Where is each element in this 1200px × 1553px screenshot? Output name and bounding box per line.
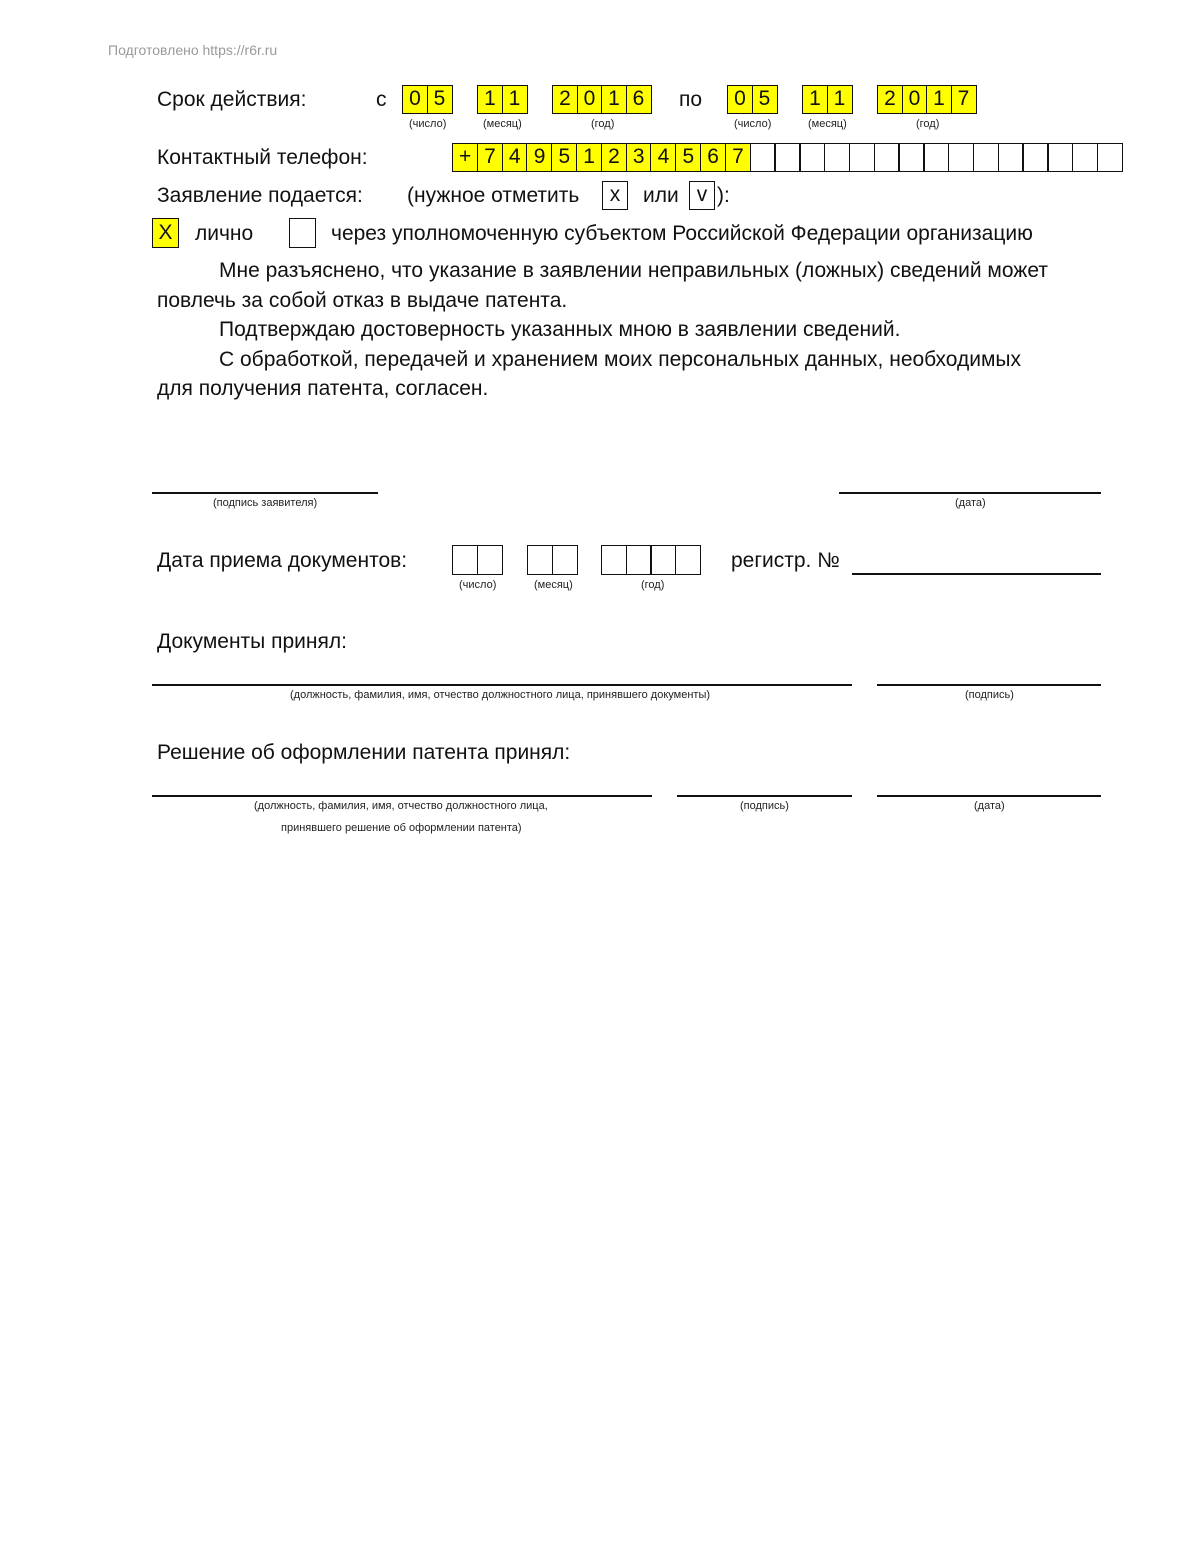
phone-digit-cell: 4 xyxy=(502,143,528,172)
or-word: или xyxy=(643,184,679,207)
mark-x-sample: х xyxy=(602,181,628,210)
phone-empty-cell xyxy=(998,143,1024,172)
applicant-signature-caption: (подпись заявителя) xyxy=(213,497,318,509)
empty-cell xyxy=(527,545,553,575)
digit-cell: 5 xyxy=(427,85,453,114)
accepted-official-caption: (должность, фамилия, имя, отчество должностного лица, принявшего документы) xyxy=(290,689,711,701)
statement-3-line-2: для получения патента, согласен. xyxy=(157,377,489,400)
phone-empty-cell xyxy=(898,143,924,172)
applicant-signature-line[interactable] xyxy=(152,492,378,494)
validity-from-month[interactable] xyxy=(477,85,528,114)
digit-cell: 1 xyxy=(827,85,853,114)
digit-cell: 1 xyxy=(601,85,627,114)
receipt-date-label: Дата приема документов: xyxy=(157,549,408,572)
digit-cell: 2 xyxy=(877,85,903,114)
receipt-day[interactable] xyxy=(452,545,503,575)
caption-month: (месяц) xyxy=(534,579,573,591)
accepted-official-line[interactable] xyxy=(152,684,852,686)
phone-empty-cell xyxy=(923,143,949,172)
validity-to-word: по xyxy=(679,88,703,111)
phone-digit-cell: 7 xyxy=(477,143,503,172)
empty-cell xyxy=(477,545,503,575)
personal-label: лично xyxy=(195,222,254,245)
validity-to-year[interactable] xyxy=(877,85,977,114)
phone-digit-cell: + xyxy=(452,143,478,172)
phone-empty-cell xyxy=(774,143,800,172)
digit-cell: 1 xyxy=(802,85,828,114)
digit-cell: 6 xyxy=(626,85,652,114)
statement-3-line-1: С обработкой, передачей и хранением моих персональных данных, необходимых xyxy=(219,347,1022,371)
digit-cell: 7 xyxy=(951,85,977,114)
validity-from-word: с xyxy=(376,88,387,111)
organization-checkbox[interactable] xyxy=(289,218,316,248)
digit-cell: 1 xyxy=(477,85,503,114)
statement-1-line-1: Мне разъяснено, что указание в заявлении неправильных (ложных) сведений может xyxy=(219,259,1048,282)
digit-cell: 0 xyxy=(577,85,603,114)
phone-empty-cell xyxy=(1097,143,1123,172)
statement-1-line-2: повлечь за собой отказ в выдаче патента. xyxy=(157,288,568,312)
decision-official-caption-2: принявшего решение об оформлении патента) xyxy=(281,822,522,834)
caption-day: (число) xyxy=(409,118,447,130)
organization-label: через уполномоченную субъектом Российской Федерации организацию xyxy=(331,222,1033,245)
phone-empty-cell xyxy=(799,143,825,172)
personal-checkbox[interactable]: Х xyxy=(152,218,179,248)
caption-year: (год) xyxy=(641,579,665,591)
phone-digit-cell: 5 xyxy=(551,143,577,172)
submission-label: Заявление подается: xyxy=(157,184,363,207)
phone-label: Контактный телефон: xyxy=(157,146,368,169)
watermark: Подготовлено https://r6r.ru xyxy=(108,42,278,58)
applicant-date-line[interactable] xyxy=(839,492,1101,494)
phone-digit-cell: 1 xyxy=(576,143,602,172)
phone-empty-cell xyxy=(973,143,999,172)
phone-empty-cell xyxy=(1072,143,1098,172)
digit-cell: 0 xyxy=(402,85,428,114)
caption-year: (год) xyxy=(916,118,940,130)
registration-number-line[interactable] xyxy=(852,573,1101,575)
caption-month: (месяц) xyxy=(483,118,522,130)
validity-from-day[interactable] xyxy=(402,85,453,114)
validity-to-day[interactable] xyxy=(727,85,778,114)
empty-cell xyxy=(626,545,652,575)
phone-empty-cell xyxy=(824,143,850,172)
validity-from-year[interactable] xyxy=(552,85,652,114)
mark-v-sample: v xyxy=(689,181,715,210)
phone-empty-cell xyxy=(1047,143,1073,172)
phone-digit-cell: 9 xyxy=(526,143,552,172)
submission-hint: (нужное отметить xyxy=(407,184,580,207)
accepted-signature-caption: (подпись) xyxy=(965,689,1014,701)
decision-label: Решение об оформлении патента принял: xyxy=(157,741,571,764)
phone-digit-cell: 5 xyxy=(675,143,701,172)
phone-digit-cell: 6 xyxy=(700,143,726,172)
digit-cell: 0 xyxy=(727,85,753,114)
empty-cell xyxy=(601,545,627,575)
decision-official-caption-1: (должность, фамилия, имя, отчество должностного лица, xyxy=(254,800,548,812)
digit-cell: 0 xyxy=(902,85,928,114)
decision-signature-line[interactable] xyxy=(677,795,852,797)
empty-cell xyxy=(552,545,578,575)
digit-cell: 1 xyxy=(926,85,952,114)
phone-digit-cell: 3 xyxy=(626,143,652,172)
digit-cell: 1 xyxy=(502,85,528,114)
phone-digit-cell: 2 xyxy=(601,143,627,172)
empty-cell xyxy=(452,545,478,575)
statement-text xyxy=(157,256,1057,404)
applicant-date-caption: (дата) xyxy=(955,497,986,509)
phone-empty-cell xyxy=(849,143,875,172)
caption-day: (число) xyxy=(734,118,772,130)
caption-day: (число) xyxy=(459,579,497,591)
receipt-year[interactable] xyxy=(601,545,701,575)
accepted-signature-line[interactable] xyxy=(877,684,1101,686)
statement-2: Подтверждаю достоверность указанных мною в заявлении сведений. xyxy=(219,318,901,341)
phone-input[interactable] xyxy=(452,143,1123,172)
phone-empty-cell xyxy=(1022,143,1048,172)
phone-digit-cell: 7 xyxy=(725,143,751,172)
registration-label: регистр. № xyxy=(731,549,840,572)
empty-cell xyxy=(650,545,676,575)
digit-cell: 2 xyxy=(552,85,578,114)
caption-month: (месяц) xyxy=(808,118,847,130)
decision-date-line[interactable] xyxy=(877,795,1101,797)
phone-empty-cell xyxy=(874,143,900,172)
empty-cell xyxy=(675,545,701,575)
decision-official-line[interactable] xyxy=(152,795,652,797)
receipt-month[interactable] xyxy=(527,545,578,575)
decision-date-caption: (дата) xyxy=(974,800,1005,812)
digit-cell: 5 xyxy=(752,85,778,114)
hint-suffix: ): xyxy=(717,184,730,207)
validity-label: Срок действия: xyxy=(157,88,307,111)
phone-empty-cell xyxy=(948,143,974,172)
caption-year: (год) xyxy=(591,118,615,130)
accepted-label: Документы принял: xyxy=(157,630,347,653)
validity-to-month[interactable] xyxy=(802,85,853,114)
phone-empty-cell xyxy=(750,143,776,172)
phone-digit-cell: 4 xyxy=(650,143,676,172)
decision-signature-caption: (подпись) xyxy=(740,800,789,812)
